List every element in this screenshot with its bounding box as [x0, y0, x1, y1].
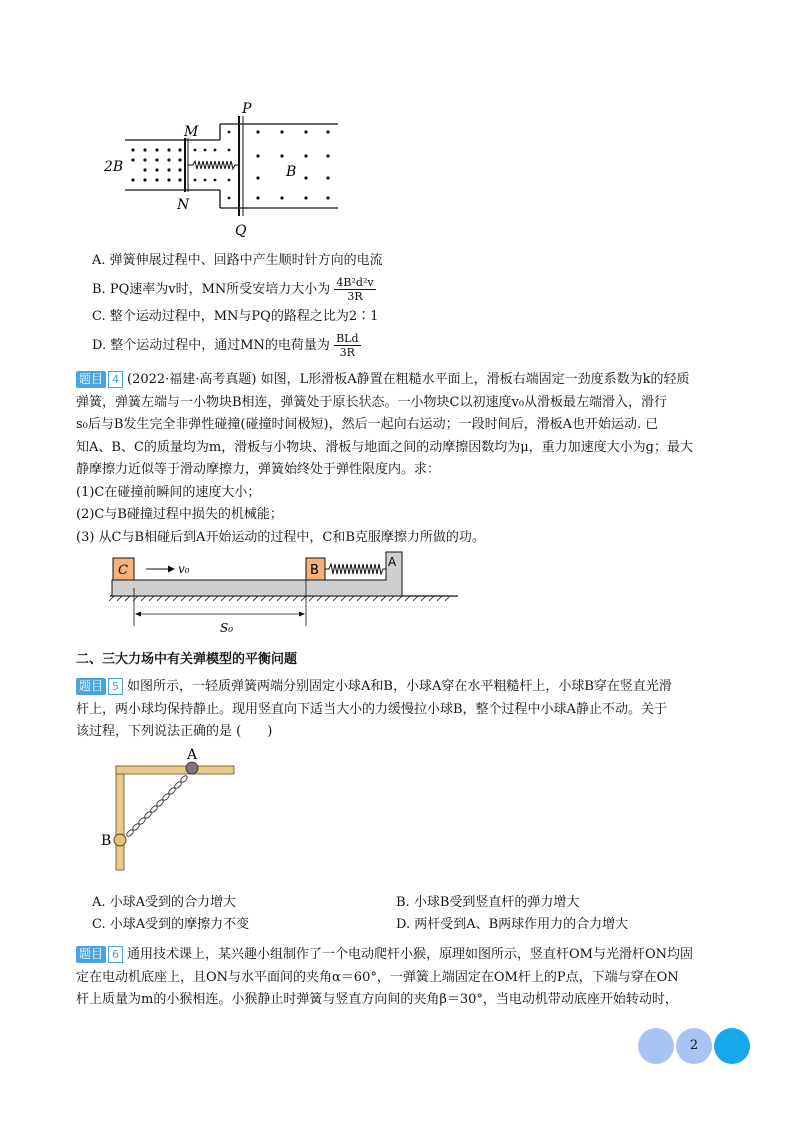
label-s0: S₀	[220, 621, 234, 635]
question-tag: 题目	[76, 371, 106, 388]
q5-option-a: A. 小球A受到的合力增大	[92, 895, 237, 910]
question-tag: 题目	[76, 678, 106, 695]
question-line: 弹簧，弹簧左端与一小物块B相连，弹簧处于原长状态。一小物块C以初速度v₀从滑板最左端滑入，滑行	[76, 394, 668, 410]
ball-a	[186, 762, 198, 774]
question-6	[76, 944, 736, 1012]
question-line: 杆上质量为m的小猴相连。小猴静止时弹簧与竖直方向间的夹角β＝30°，当电动机带动底座开始转动时，	[76, 992, 678, 1007]
label-P: P	[242, 101, 252, 117]
question-line: 杆上，两小球均保持静止。现用竖直向下适当大小的力缓慢拉小球B，整个过程中小球A静止不动。关于	[76, 701, 667, 717]
question-line: 题目 4 (2022·福建·高考真题) 如图，L形滑板A静置在粗糙水平面上，滑板右端固定一劲度系数为k的轻质	[76, 369, 736, 392]
label-M: M	[184, 124, 199, 140]
question-line: 静摩擦力近似等于滑动摩擦力，弹簧始终处于弹性限度内。求：	[76, 462, 441, 477]
label-v0: v₀	[178, 562, 190, 576]
fraction: $\frac{\text{4B²d²v}}{3R}$	[336, 276, 374, 303]
label-Q: Q	[235, 223, 247, 239]
question-line: 该过程，下列说法正确的是 ( )	[76, 724, 273, 739]
label-2B: 2B	[104, 159, 124, 175]
question-line: 题目 5 如图所示，一轻质弹簧两端分别固定小球A和B，小球A穿在水平粗糙杆上，小球B穿在竖直光滑	[76, 676, 736, 699]
q5-option-d: D. 两杆受到A、B两球作用力的合力增大	[396, 917, 629, 932]
q3-option-c: C. 整个运动过程中，MN与PQ的路程之比为2∶1	[92, 309, 379, 324]
page-decor-circle	[638, 1028, 674, 1064]
label-a: A	[388, 555, 397, 569]
figure-sliding-board	[108, 548, 463, 636]
ball-b	[114, 834, 126, 846]
question-line: 知A、B、C的质量均为m，滑板与小物块、滑板与地面之间的动摩擦因数均为μ，重力加速度大小为g；最大	[76, 439, 693, 455]
q5-option-c: C. 小球A受到的摩擦力不变	[92, 917, 250, 932]
question-4	[76, 369, 736, 549]
label-b: B	[310, 563, 319, 578]
question-number: 6	[108, 946, 123, 963]
label-N: N	[177, 197, 190, 213]
q3-option-d: D. 整个运动过程中，通过MN的电荷量为 $\frac{\text{BLd}}{3R}$	[92, 332, 359, 359]
figure-spring-rods	[100, 742, 240, 872]
label-B: B	[286, 164, 297, 180]
q3-option-a: A. 弹簧伸展过程中、回路中产生顺时针方向的电流	[92, 253, 383, 268]
label-b: B	[101, 833, 112, 849]
figure-rails	[100, 98, 350, 246]
question-number: 4	[108, 371, 123, 388]
label-c: C	[118, 563, 128, 578]
page-number: 2	[689, 1038, 699, 1053]
q5-option-b: B. 小球B受到竖直杆的弹力增大	[396, 895, 580, 910]
label-a: A	[187, 747, 198, 763]
q3-option-b: B. PQ速率为v时，MN所受安培力大小为 $\frac{\text{4B²d²v}}{3R}$	[92, 276, 374, 303]
question-line: 题目 6 通用技术课上，某兴趣小组制作了一个电动爬杆小猴，原理如图所示，竖直杆OM与光滑杆ON均固	[76, 944, 736, 967]
question-line: (1)C在碰撞前瞬间的速度大小；	[76, 484, 261, 500]
question-line: s₀后与B发生完全非弹性碰撞(碰撞时间极短)，然后一起向右运动；一段时间后，滑板A也开始运动. 已	[76, 417, 659, 432]
question-line: (2)C与B碰撞过程中损失的机械能；	[76, 507, 283, 522]
fraction: $\frac{\text{BLd}}{3R}$	[336, 332, 359, 359]
question-line: (3) 从C与B相碰后到A开始运动的过程中，C和B克服摩擦力所做的功。	[76, 529, 485, 545]
page-decor-circle	[714, 1028, 750, 1064]
question-number: 5	[108, 678, 123, 695]
question-line: 定在电动机底座上，且ON与水平面间的夹角α＝60°，一弹簧上端固定在OM杆上的P点，下端与穿在ON	[76, 969, 679, 985]
question-5	[76, 676, 736, 744]
question-tag: 题目	[76, 946, 106, 963]
section-heading: 二、三大力场中有关弹模型的平衡问题	[76, 652, 298, 667]
page-number-badge	[676, 1028, 712, 1064]
